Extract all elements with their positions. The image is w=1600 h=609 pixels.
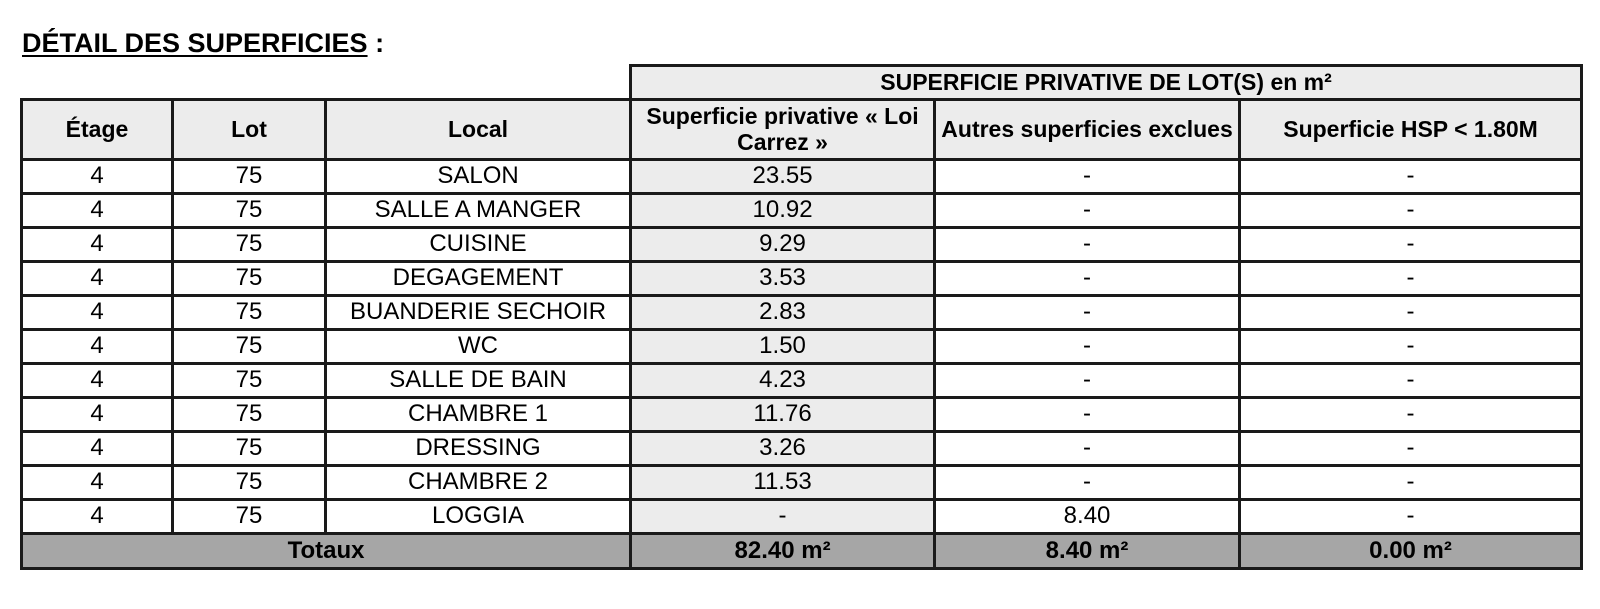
cell-autres: -	[935, 432, 1240, 466]
cell-lot: 75	[173, 432, 326, 466]
cell-carrez: 2.83	[631, 296, 935, 330]
cell-etage: 4	[22, 296, 173, 330]
cell-hsp: -	[1240, 432, 1582, 466]
cell-autres: -	[935, 330, 1240, 364]
table-row	[22, 194, 1582, 228]
cell-hsp: -	[1240, 194, 1582, 228]
cell-hsp: -	[1240, 500, 1582, 534]
totals-row	[22, 534, 1582, 569]
cell-etage: 4	[22, 432, 173, 466]
surface-table	[20, 64, 1583, 570]
group-header-row	[22, 66, 1582, 100]
cell-etage: 4	[22, 466, 173, 500]
table-row	[22, 432, 1582, 466]
cell-etage: 4	[22, 398, 173, 432]
column-header-hsp: Superficie HSP < 1.80M	[1240, 100, 1582, 160]
cell-etage: 4	[22, 262, 173, 296]
cell-local: DRESSING	[326, 432, 631, 466]
cell-hsp: -	[1240, 466, 1582, 500]
cell-lot: 75	[173, 398, 326, 432]
cell-autres: -	[935, 398, 1240, 432]
cell-autres: -	[935, 228, 1240, 262]
cell-carrez: 4.23	[631, 364, 935, 398]
totals-hsp: 0.00 m²	[1240, 534, 1582, 569]
totals-carrez: 82.40 m²	[631, 534, 935, 569]
cell-lot: 75	[173, 228, 326, 262]
cell-hsp: -	[1240, 364, 1582, 398]
page-title-suffix: :	[367, 28, 385, 58]
cell-carrez: 23.55	[631, 160, 935, 194]
cell-hsp: -	[1240, 160, 1582, 194]
cell-autres: -	[935, 364, 1240, 398]
cell-local: LOGGIA	[326, 500, 631, 534]
group-header: SUPERFICIE PRIVATIVE DE LOT(S) en m²	[631, 66, 1582, 100]
cell-etage: 4	[22, 160, 173, 194]
cell-local: SALON	[326, 160, 631, 194]
table-row	[22, 262, 1582, 296]
column-header-carrez: Superficie privative « Loi Carrez »	[631, 100, 935, 160]
cell-carrez: -	[631, 500, 935, 534]
cell-etage: 4	[22, 364, 173, 398]
cell-hsp: -	[1240, 296, 1582, 330]
table-row	[22, 228, 1582, 262]
column-header-local: Local	[326, 100, 631, 160]
table-row	[22, 398, 1582, 432]
table-row	[22, 500, 1582, 534]
cell-lot: 75	[173, 330, 326, 364]
cell-lot: 75	[173, 364, 326, 398]
page-title	[22, 28, 384, 59]
cell-hsp: -	[1240, 330, 1582, 364]
cell-etage: 4	[22, 330, 173, 364]
cell-autres: -	[935, 160, 1240, 194]
cell-local: SALLE DE BAIN	[326, 364, 631, 398]
cell-local: CHAMBRE 1	[326, 398, 631, 432]
cell-local: WC	[326, 330, 631, 364]
cell-local: BUANDERIE SECHOIR	[326, 296, 631, 330]
group-header-spacer	[22, 66, 631, 100]
cell-carrez: 10.92	[631, 194, 935, 228]
cell-carrez: 3.26	[631, 432, 935, 466]
cell-carrez: 1.50	[631, 330, 935, 364]
cell-carrez: 3.53	[631, 262, 935, 296]
cell-autres: -	[935, 296, 1240, 330]
cell-carrez: 9.29	[631, 228, 935, 262]
column-header-autres: Autres superficies exclues	[935, 100, 1240, 160]
cell-lot: 75	[173, 160, 326, 194]
table-row	[22, 364, 1582, 398]
table-row	[22, 160, 1582, 194]
cell-lot: 75	[173, 466, 326, 500]
cell-hsp: -	[1240, 228, 1582, 262]
table-row	[22, 296, 1582, 330]
totals-autres: 8.40 m²	[935, 534, 1240, 569]
cell-etage: 4	[22, 194, 173, 228]
cell-autres: 8.40	[935, 500, 1240, 534]
cell-autres: -	[935, 262, 1240, 296]
cell-carrez: 11.53	[631, 466, 935, 500]
cell-lot: 75	[173, 500, 326, 534]
column-header-lot: Lot	[173, 100, 326, 160]
cell-autres: -	[935, 466, 1240, 500]
column-header-row	[22, 100, 1582, 160]
cell-carrez: 11.76	[631, 398, 935, 432]
cell-etage: 4	[22, 228, 173, 262]
cell-lot: 75	[173, 262, 326, 296]
totals-label: Totaux	[22, 534, 631, 569]
cell-autres: -	[935, 194, 1240, 228]
cell-local: CUISINE	[326, 228, 631, 262]
cell-lot: 75	[173, 296, 326, 330]
cell-etage: 4	[22, 500, 173, 534]
cell-hsp: -	[1240, 398, 1582, 432]
cell-local: CHAMBRE 2	[326, 466, 631, 500]
cell-hsp: -	[1240, 262, 1582, 296]
table-row	[22, 466, 1582, 500]
page-title-text: DÉTAIL DES SUPERFICIES	[22, 28, 368, 58]
table-row	[22, 330, 1582, 364]
column-header-etage: Étage	[22, 100, 173, 160]
cell-local: DEGAGEMENT	[326, 262, 631, 296]
cell-lot: 75	[173, 194, 326, 228]
cell-local: SALLE A MANGER	[326, 194, 631, 228]
